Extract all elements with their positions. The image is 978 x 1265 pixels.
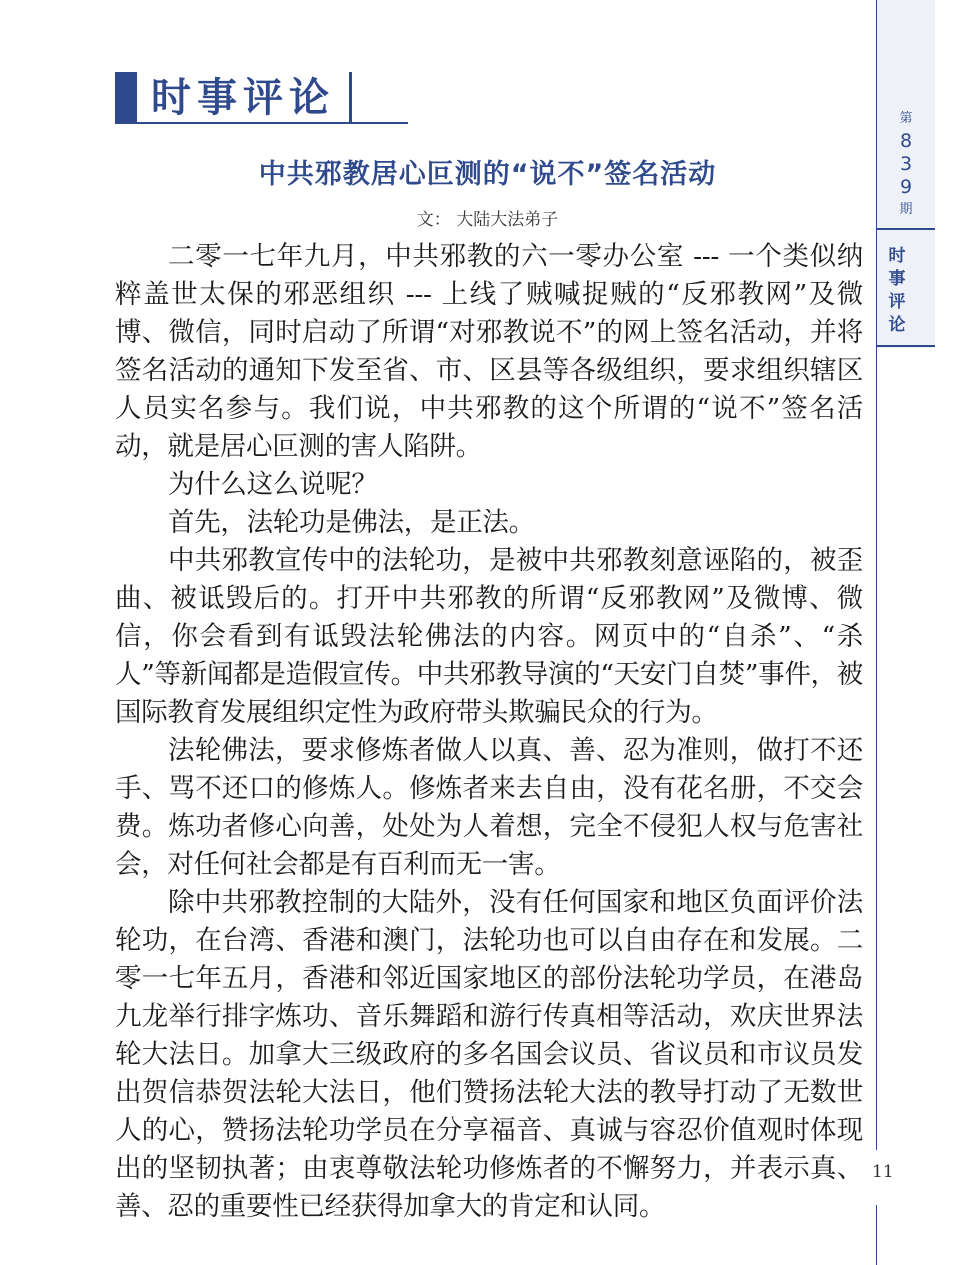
sidebar-separator [877,228,935,230]
section-header-end-rule [349,72,352,124]
sidebar-section-char: 论 [888,315,906,335]
section-title: 时事评论 [151,75,335,121]
paragraph: 二零一七年九月，中共邪教的六一零办公室 --- 一个类似纳粹盖世太保的邪恶组织 --- 上线了贼喊捉贼的“反邪教网”及微博、微信，同时启动了所谓“对邪教说不”的网上签名活动，并将签名活动的通知下发至省、市、区县等各级组织，要求组织辖区人员实名参与。我们说，中共邪教的这个所谓的“说不”签名活动，就是居心叵测的害人陷阱。 [115,241,863,462]
sidebar-section-char: 评 [888,292,906,312]
paragraph: 中共邪教宣传中的法轮功，是被中共邪教刻意诬陷的，被歪曲、被诋毁后的。打开中共邪教的所谓“反邪教网”及微博、微信，你会看到有诋毁法轮佛法的内容。网页中的“自杀”、“杀人”等新闻都是造假宣传。中共邪教导演的“天安门自焚”事件，被国际教育发展组织定性为政府带头欺骗民众的行为。 [115,545,863,728]
issue-digit: 9 [899,176,913,198]
paragraph: 法轮佛法，要求修炼者做人以真、善、忍为准则，做打不还手、骂不还口的修炼人。修炼者来去自由，没有花名册，不交会费。炼功者修心向善，处处为人着想，完全不侵犯人权与危害社会，对任何社会都是有百利而无一害。 [115,735,863,880]
sidebar-rule-bottom [876,1205,877,1265]
issue-digit: 3 [899,153,913,175]
paragraph: 首先，法轮功是佛法，是正法。 [168,507,535,538]
section-header-bar [115,72,137,124]
issue-prefix: 第 [899,111,913,126]
article-body [115,238,863,1226]
issue-digit: 8 [899,130,913,152]
section-header [115,72,352,124]
sidebar-section-char: 时 [888,246,906,266]
paragraph: 除中共邪教控制的大陆外，没有任何国家和地区负面评价法轮功，在台湾、香港和澳门，法轮功也可以自由存在和发展。二零一七年五月，香港和邻近国家地区的部份法轮功学员，在港岛九龙举行排字炼功、音乐舞蹈和游行传真相等活动，欢庆世界法轮大法日。加拿大三级政府的多名国会议员、省议员和市议员发出贺信恭贺法轮大法日，他们赞扬法轮大法的教导打动了无数世人的心，赞扬法轮功学员在分享福音、真诚与容忍价值观时体现出的坚韧执著；由衷尊敬法轮功修炼者的不懈努力，并表示真、善、忍的重要性已经获得加拿大的肯定和认同。 [115,887,863,1222]
issue-suffix: 期 [899,202,913,217]
article-byline: 文： 大陆大法弟子 [416,210,559,230]
sidebar-separator-bottom [877,345,935,347]
sidebar-section-char: 事 [888,269,906,289]
paragraph: 为什么这么说呢？ [168,469,378,500]
issue-number [877,108,935,221]
page-number: 11 [872,1162,894,1182]
section-underline [115,122,408,124]
article-title: 中共邪教居心叵测的“说不”签名活动 [258,159,717,190]
sidebar-section-label [877,245,917,337]
